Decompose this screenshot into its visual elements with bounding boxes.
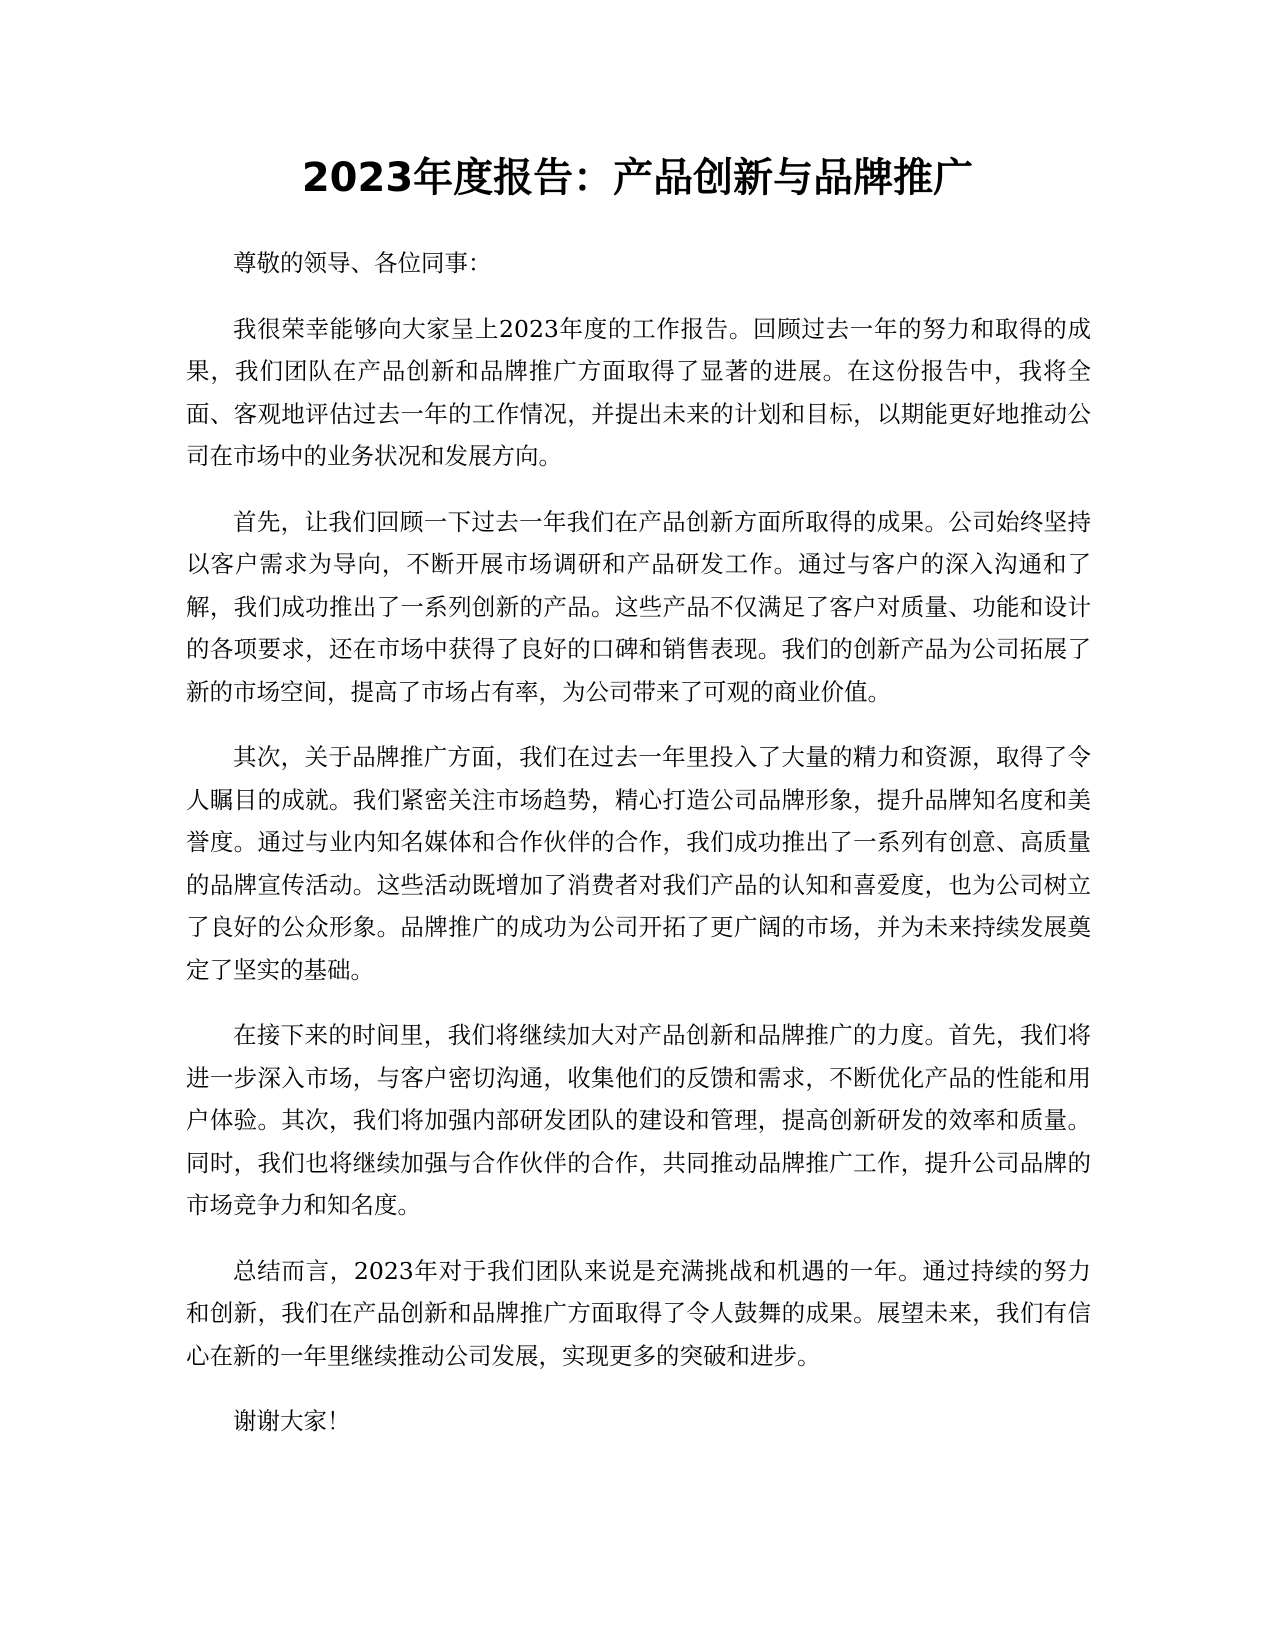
intro-paragraph: 我很荣幸能够向大家呈上2023年度的工作报告。回顾过去一年的努力和取得的成果，我们团队在产品创新和品牌推广方面取得了显著的进展。在这份报告中，我将全面、客观地评估过去一年的工作情况，并提出未来的计划和目标，以期能更好地推动公司在市场中的业务状况和发展方向。: [186, 314, 1091, 470]
salutation-paragraph: 尊敬的领导、各位同事：: [233, 249, 492, 277]
document-title: 2023年度报告：产品创新与品牌推广: [301, 155, 974, 201]
product-innovation-paragraph: 首先，让我们回顾一下过去一年我们在产品创新方面所取得的成果。公司始终坚持以客户需求为导向，不断开展市场调研和产品研发工作。通过与客户的深入沟通和了解，我们成功推出了一系列创新的产品。这些产品不仅满足了客户对质量、功能和设计的各项要求，还在市场中获得了良好的口碑和销售表现。我们的创新产品为公司拓展了新的市场空间，提高了市场占有率，为公司带来了可观的商业价值。: [186, 507, 1091, 706]
brand-promotion-paragraph: 其次，关于品牌推广方面，我们在过去一年里投入了大量的精力和资源，取得了令人瞩目的成就。我们紧密关注市场趋势，精心打造公司品牌形象，提升品牌知名度和美誉度。通过与业内知名媒体和合作伙伴的合作，我们成功推出了一系列有创意、高质量的品牌宣传活动。这些活动既增加了消费者对我们产品的认知和喜爱度，也为公司树立了良好的公众形象。品牌推广的成功为公司开拓了更广阔的市场，并为未来持续发展奠定了坚实的基础。: [186, 743, 1091, 984]
future-plan-paragraph: 在接下来的时间里，我们将继续加大对产品创新和品牌推广的力度。首先，我们将进一步深入市场，与客户密切沟通，收集他们的反馈和需求，不断优化产品的性能和用户体验。其次，我们将加强内部研发团队的建设和管理，提高创新研发的效率和质量。同时，我们也将继续加强与合作伙伴的合作，共同推动品牌推广工作，提升公司品牌的市场竞争力和知名度。: [186, 1021, 1091, 1219]
summary-paragraph: 总结而言，2023年对于我们团队来说是充满挑战和机遇的一年。通过持续的努力和创新，我们在产品创新和品牌推广方面取得了令人鼓舞的成果。展望未来，我们有信心在新的一年里继续推动公司发展，实现更多的突破和进步。: [186, 1256, 1091, 1370]
closing-paragraph: 谢谢大家！: [233, 1407, 351, 1435]
document-body: [186, 242, 1091, 1466]
